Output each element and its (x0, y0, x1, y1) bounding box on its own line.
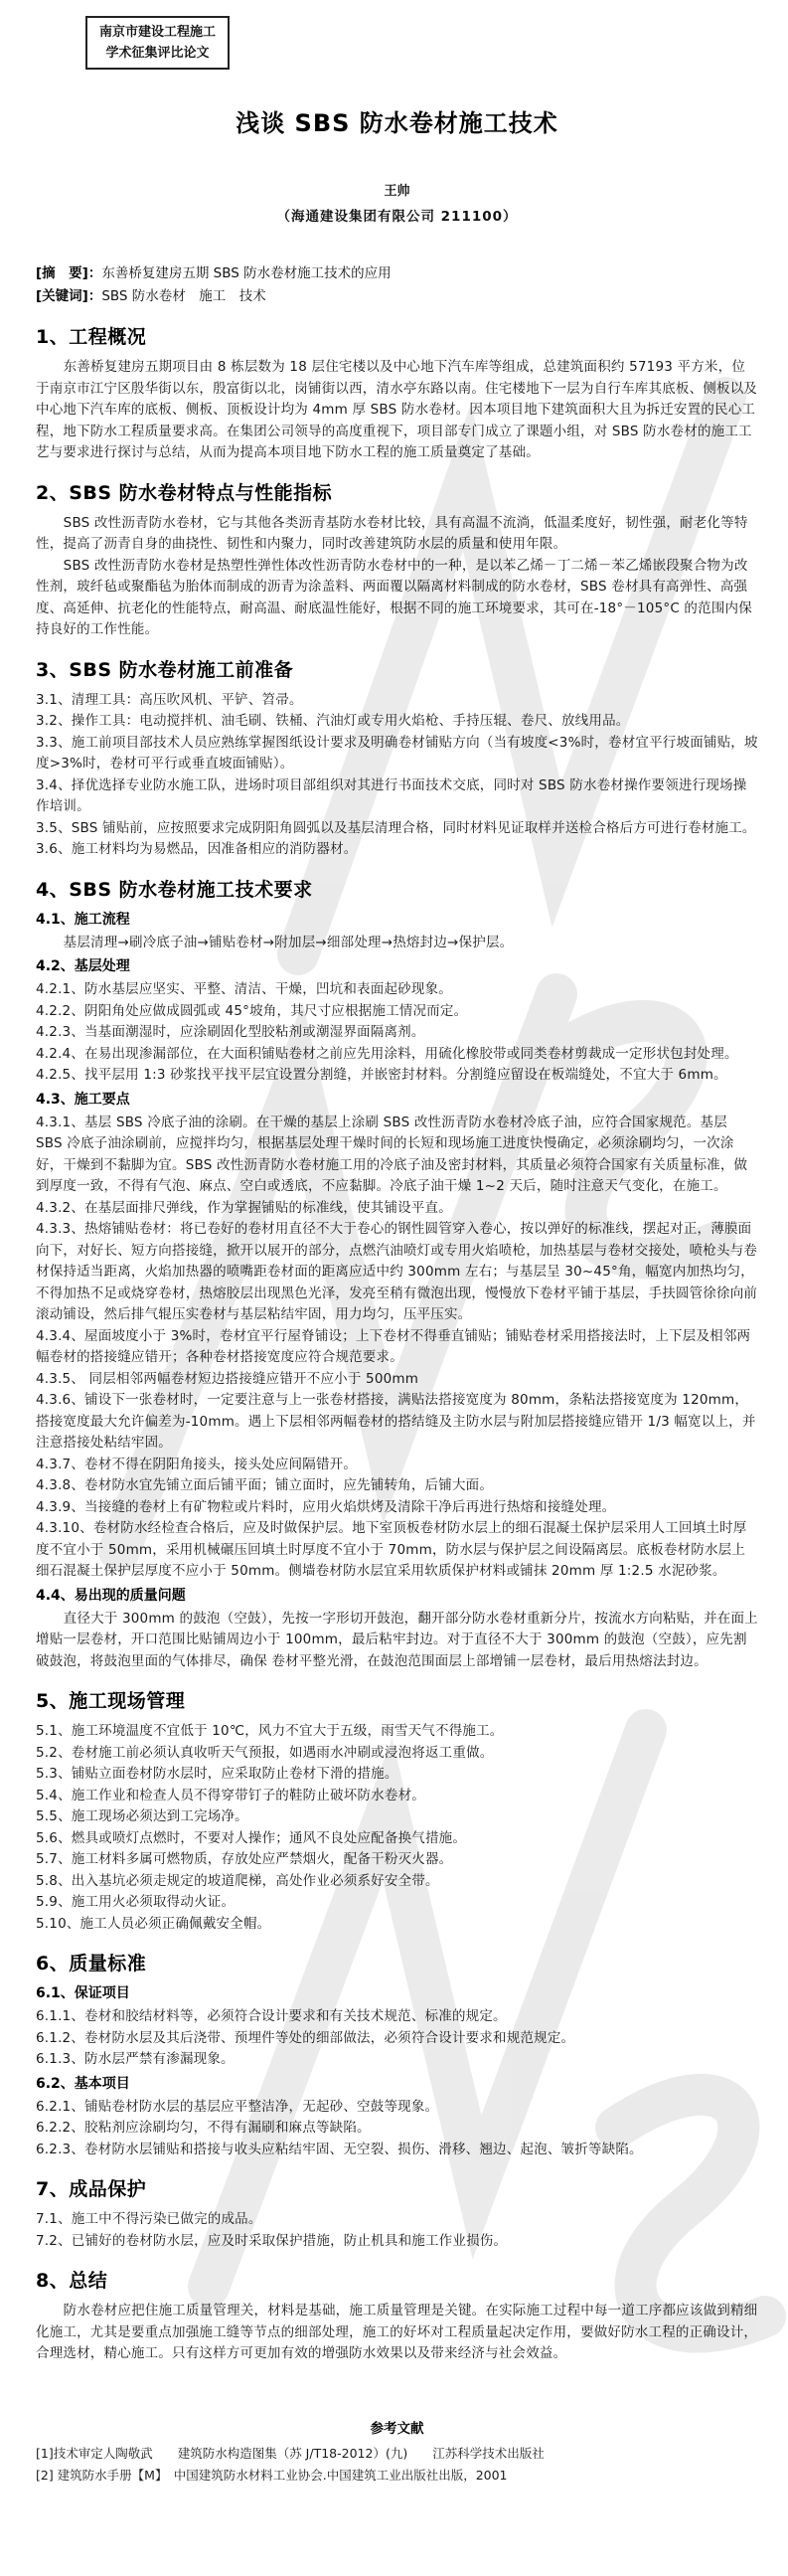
paragraph: 5.1、施工环境温度不宜低于 10℃，风力不宜大于五级，雨雪天气不得施工。 (36, 1723, 504, 1739)
paragraph: 4.3.9、当接缝的卷材上有矿物粒或片料时，应用火焰烘烤及清除干净后再进行热熔和接缝处理。 (36, 1498, 616, 1515)
reference-list (36, 2443, 758, 2487)
paragraph: 4.2.1、防水基层应坚实、平整、清洁、干燥，凹坑和表面起砂现象。 (36, 981, 452, 997)
paragraph: 3.3、施工前项目部技术人员应熟练掌握图纸设计要求及明确卷材铺贴方向（当有坡度<3%时，卷材宜平行坡面铺贴，坡度>3%时，卷材可平行或垂直坡面铺贴）。 (36, 734, 758, 772)
paragraph: 4.3.6、铺设下一张卷材时，一定要注意与上一张卷材搭接，满贴法搭接宽度为 80mm，条粘法搭接宽度为 120mm，搭接宽度最大允许偏差为-10mm。遇上下层相邻两幅卷材的搭结缝及主防水层与附加层搭接缝应错开 1/3 幅宽以上，并注意搭接处粘结牢固。 (36, 1392, 756, 1451)
paragraph: 防水卷材应把住施工质量管理关，材料是基础，施工质量管理是关键。在实际施工过程中每一道工序都应该做到精细化施工，尤其是要重点加强施工缝等节点的细部处理，施工的好坏对工程质量起决定作用，要做好防水工程的正确设计，合理选材，精心施工。只有这样方可更加有效的增强防水效果以及带来经济与社会效益。 (36, 2303, 758, 2361)
section-heading: 7、成品保护 (36, 2178, 147, 2200)
paragraph: 4.3.3、热熔铺贴卷材：将已卷好的卷材用直径不大于卷心的钢性圆管穿入卷心，按以弹好的标准线，摆起对正，薄膜面向下，对好长、短方向搭接缝，掀开以展开的部分，点燃汽油喷灯或专用火焰喷枪，加热基层与卷材交接处，喷枪头与卷材保持适当距离，火焰加热器的喷嘴距卷材面的距离应适中约 300mm 左右；与基层呈 30~45°角，幅宽内加热均匀，不得加热不足或烧穿卷材，热熔胶层出现黑色光泽，发亮至稍有微泡出现，慢慢放下卷材平铺于基层，手扶圆管徐徐向前滚动铺设，然后排气辊压实卷材与基层粘结牢固，用力均匀，压平压实。 (36, 1221, 758, 1322)
paragraph: SBS 改性沥青防水卷材，它与其他各类沥青基防水卷材比较，具有高温不流淌，低温柔度好，韧性强，耐老化等特性，提高了沥青自身的曲挠性、韧性和内聚力，同时改善建筑防水层的质量和使用年限。 (36, 514, 748, 552)
paragraph: 6.1.2、卷材防水层及其后浇带、预埋件等处的细部做法，必须符合设计要求和规范规定。 (36, 2029, 575, 2046)
badge-line-2: 学术征集评比论文 (105, 46, 210, 61)
author-affiliation: （海通建设集团有限公司 211100） (276, 209, 518, 225)
paragraph: 5.5、施工现场必须达到工完场净。 (36, 1808, 248, 1824)
abstract-line (36, 262, 758, 285)
paragraph: 4.2.3、当基面潮湿时，应涂刷固化型胶粘剂或潮湿界面隔离剂。 (36, 1024, 425, 1040)
references (36, 2417, 758, 2487)
sub-heading: 4.4、易出现的质量问题 (36, 1587, 186, 1604)
sub-heading: 4.1、施工流程 (36, 911, 130, 928)
paragraph: 4.3.5、 同层相邻两幅卷材短边搭接缝应错开不应小于 500mm (36, 1370, 419, 1387)
page-title: 浅谈 SBS 防水卷材施工技术 (236, 109, 558, 137)
section-heading: 2、SBS 防水卷材特点与性能指标 (36, 481, 333, 504)
keywords-line (36, 285, 758, 308)
paragraph: 5.3、铺贴立面卷材防水层时，应采取防止卷材下滑的措施。 (36, 1766, 398, 1782)
paragraph: 4.3.8、卷材防水宜先铺立面后铺平面；铺立面时，应先铺转角，后铺大面。 (36, 1477, 494, 1493)
paragraph: 4.3.7、卷材不得在阴阳角接头，接头处应间隔错开。 (36, 1456, 358, 1472)
paragraph: 5.6、燃具或喷灯点燃时，不要对人操作；通风不良处应配备换气措施。 (36, 1829, 467, 1846)
paragraph: 3.6、施工材料均为易燃品，因准备相应的消防器材。 (36, 841, 358, 857)
paragraph: 6.1.1、卷材和胶结材料等，必须符合设计要求和有关技术规范、标准的规定。 (36, 2008, 507, 2024)
reference-item: [1]技术审定人陶敬武 建筑防水构造图集（苏 J/T18-2012）(九) 江苏科学技术出版社 (36, 2445, 545, 2461)
paragraph: 3.5、SBS 铺贴前，应按照要求完成阴阳角圆弧以及基层清理合格，同时材料见证取样并送检合格后方可进行卷材施工。 (36, 819, 756, 836)
paragraph: 6.2.2、胶粘剂应涂刷均匀，不得有漏刷和麻点等缺陷。 (36, 2120, 371, 2136)
paragraph: 东善桥复建房五期项目由 8 栋层数为 18 层住宅楼以及中心地下汽车库等组成，总建筑面积约 57193 平方米，位于南京市江宁区殷华街以东，殷富街以北，岗铺街以西，清水亭东路以南。住宅楼地下一层为自行车库其底板、侧板以及中心地下汽车库的底板、侧板、顶板设计均为 4mm 厚 SBS 防水卷材。因本项目地下建筑面积大且为拆迁安置的民心工程，地下防水工程质量要求高。在集团公司领导的高度重视下，项目部专门成立了课题小组，对 SBS 防水卷材的施工工艺与要求进行探讨与总结，从而为提高本项目地下防水工程的施工质量奠定了基础。 (36, 359, 758, 460)
keywords-text: SBS 防水卷材 施工 技术 (101, 288, 266, 304)
section-heading: 6、质量标准 (36, 1953, 147, 1975)
reference-item: [2] 建筑防水手册【M】 中国建筑防水材料工业协会.中国建筑工业出版社出版，2001 (36, 2467, 508, 2483)
sections (36, 322, 758, 2365)
section-heading: 4、SBS 防水卷材施工技术要求 (36, 878, 313, 901)
paragraph: 4.3.2、在基层面排尺弹线，作为掌握铺贴的标准线，使其铺设平直。 (36, 1199, 452, 1216)
paragraph: 基层清理→刷冷底子油→铺贴卷材→附加层→细部处理→热熔封边→保护层。 (63, 934, 514, 950)
section-heading: 3、SBS 防水卷材施工前准备 (36, 658, 294, 681)
paragraph: 6.2.1、铺贴卷材防水层的基层应平整洁净，无起砂、空鼓等现象。 (36, 2098, 439, 2115)
paragraph: 4.3.10、卷材防水经检查合格后，应及时做保护层。地下室顶板卷材防水层上的细石混凝土保护层采用人工回填土时厚度不宜小于 50mm，采用机械碾压回填土时厚度不宜小于 70mm，防水层与保护层之间设隔离层。底板卷材防水层上细石混凝土保护层厚度不应小于 50mm。侧墙卷材防水层宜采用软质保护材料或铺抹 20mm 厚 1:2.5 水泥砂浆。 (36, 1520, 747, 1579)
header-badge (85, 16, 230, 70)
references-heading: 参考文献 (370, 2420, 424, 2437)
paragraph: 4.2.2、阴阳角处应做成圆弧或 45°坡角，其尺寸应根据施工情况而定。 (36, 1002, 468, 1019)
paragraph: 5.4、施工作业和检查人员不得穿带钉子的鞋防止破坏防水卷材。 (36, 1787, 425, 1803)
sub-heading: 6.2、基本项目 (36, 2075, 130, 2092)
section-heading: 5、施工现场管理 (36, 1690, 186, 1712)
paragraph: 7.2、已铺好的卷材防水层，应及时采取保护措施，防止机具和施工作业损伤。 (36, 2232, 508, 2249)
sub-heading: 4.3、施工要点 (36, 1091, 130, 1108)
paragraph: 5.7、施工材料多属可燃物质，存放处应严禁烟火，配备干粉灭火器。 (36, 1851, 453, 1867)
section-heading: 8、总结 (36, 2270, 108, 2292)
badge-line-1: 南京市建设工程施工 (99, 25, 217, 40)
paragraph: 7.1、施工中不得污染已做完的成品。 (36, 2211, 262, 2227)
paragraph: 5.10、施工人员必须正确佩戴安全帽。 (36, 1915, 271, 1932)
paragraph: 直径大于 300mm 的鼓泡（空鼓），先按一字形切开鼓泡，翻开部分防水卷材重新分片，按流水方向粘贴，并在面上增贴一层卷材，开口范围比贴铺周边小于 100mm，最后粘牢封边。对于直径不大于 300mm 的鼓泡（空鼓），应先割破鼓泡，将鼓泡里面的气体排尽，确保 卷材平整光滑，在鼓泡范围面层上部增铺一层卷材，最后用热熔法封边。 (36, 1610, 758, 1669)
paragraph: 4.2.4、在易出现渗漏部位，在大面积铺贴卷材之前应先用涂料，用硫化橡胶带或同类卷材剪裁成一定形状包封处理。 (36, 1045, 738, 1062)
abstract-text: 东善桥复建房五期 SBS 防水卷材施工技术的应用 (101, 265, 392, 281)
section-heading: 1、工程概况 (36, 326, 147, 348)
paragraph: 3.2、操作工具：电动搅拌机、油毛刷、铁桶、汽油灯或专用火焰枪、手持压辊、卷尺、放线用品。 (36, 713, 630, 729)
paragraph: 6.2.3、卷材防水层铺贴和搭接与收头应粘结牢固、无空裂、损伤、滑移、翘边、起泡、皱折等缺陷。 (36, 2141, 643, 2157)
paragraph: 3.4、择优选择专业防水施工队，进场时项目部组织对其进行书面技术交底，同时对 SBS 防水卷材操作要领进行现场操作培训。 (36, 776, 747, 814)
abstract-label: [摘 要]： (36, 265, 102, 281)
paragraph: 5.9、施工用火必须取得动火证。 (36, 1894, 236, 1910)
sub-heading: 6.1、保证项目 (36, 1985, 130, 2001)
paragraph: 5.8、出入基坑必须走规定的坡道爬梯，高处作业必须系好安全带。 (36, 1872, 439, 1889)
paragraph: SBS 改性沥青防水卷材是热塑性弹性体改性沥青防水卷材中的一种，是以苯乙烯－丁二烯－苯乙烯嵌段聚合物为改性剂，玻纤毡或聚酯毡为胎体而制成的沥青为涂盖料、两面覆以隔离材料制成的防水卷材，SBS 卷材具有高弹性、高强度、高延伸、抗老化的性能特点，耐高温、耐底温性能好，根据不同的施工环境要求，其可在-18°－105°C 的范围内保持良好的工作性能。 (36, 557, 752, 637)
paragraph: 4.3.4、屋面坡度小于 3%时，卷材宜平行屋脊铺设；上下卷材不得垂直铺贴；铺贴卷材采用搭接法时，上下层及相邻两幅卷材的搭接缝应错开；各种卷材搭接宽度应符合规范要求。 (36, 1327, 751, 1365)
sub-heading: 4.2、基层处理 (36, 958, 130, 974)
abstract-block (36, 262, 758, 308)
keywords-label: [关键词]： (36, 288, 102, 304)
paragraph: 5.2、卷材施工前必须认真收听天气预报，如遇雨水冲刷或浸泡将返工重做。 (36, 1744, 494, 1761)
author-name: 王帅 (384, 184, 410, 199)
paragraph: 4.2.5、找平层用 1:3 砂浆找平找平层宜设置分割缝，并嵌密封材料。分割缝应留设在板端缝处，不宜大于 6mm。 (36, 1067, 727, 1083)
paragraph: 3.1、清理工具：高压吹风机、平铲、笤帚。 (36, 691, 303, 708)
paragraph: 4.3.1、基层 SBS 冷底子油的涂刷。在干燥的基层上涂刷 SBS 改性沥青防水卷材冷底子油，应符合国家规范。基层 SBS 冷底子油涂刷前，应搅拌均匀，根据基层处理干燥时间的长短和现场施工进度快慢确定，必须涂刷均匀，一次涂好，干燥到不黏脚为宜。SBS 改性沥青防水卷材施工用的冷底子油及密封材料，其质量必须符合国家有关质量标准，做到厚度一致，不得有气泡、麻点、空白或透底，不应黏脚。冷底子油干燥 1~2 天后，随时注意天气变化，在施工。 (36, 1114, 748, 1194)
paragraph: 6.1.3、防水层严禁有渗漏现象。 (36, 2051, 235, 2067)
